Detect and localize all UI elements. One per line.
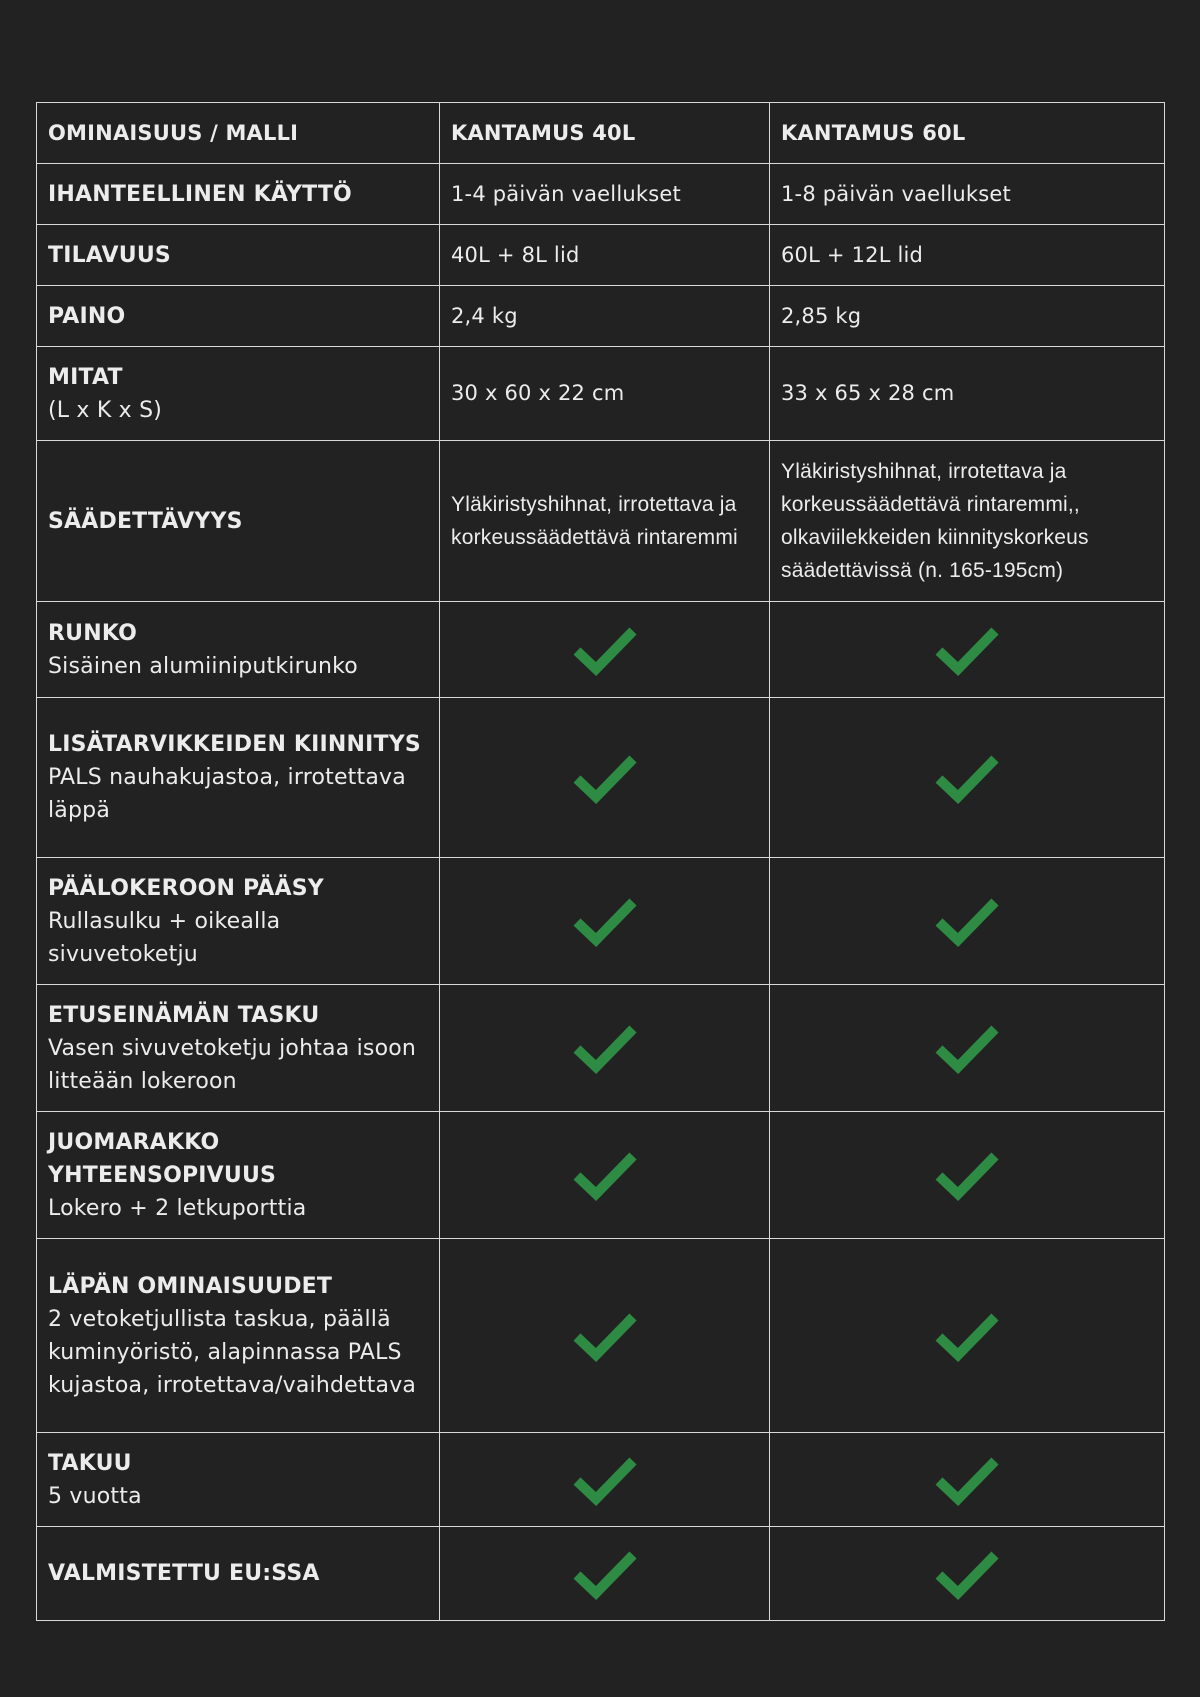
table-row: [37, 1239, 1165, 1433]
check-icon: [934, 1149, 1000, 1201]
feature-cell: [37, 164, 440, 225]
comparison-table: [36, 102, 1165, 1621]
feature-description: Rullasulku + oikealla sivuvetoketju: [48, 908, 281, 967]
table-row: [37, 225, 1165, 286]
feature-cell: [37, 1239, 440, 1433]
check-icon: [934, 624, 1000, 676]
check-cell-60l: [770, 1112, 1165, 1239]
check-cell-60l: [770, 698, 1165, 858]
check-cell-60l: [770, 985, 1165, 1112]
value-cell-40l: 30 x 60 x 22 cm: [440, 347, 770, 441]
table-row: [37, 286, 1165, 347]
value-cell-60l: 2,85 kg: [770, 286, 1165, 347]
feature-cell: [37, 441, 440, 602]
header-model-40l: KANTAMUS 40L: [440, 103, 770, 164]
table-row: [37, 1527, 1165, 1621]
check-cell-40l: [440, 1239, 770, 1433]
value-cell-60l: 60L + 12L lid: [770, 225, 1165, 286]
check-icon: [934, 1310, 1000, 1362]
check-cell-40l: [440, 602, 770, 698]
check-icon: [934, 895, 1000, 947]
feature-cell: [37, 858, 440, 985]
feature-title: ETUSEINÄMÄN TASKU: [48, 1002, 320, 1028]
feature-title: LISÄTARVIKKEIDEN KIINNITYS: [48, 732, 421, 757]
header-model-60l: KANTAMUS 60L: [770, 103, 1165, 164]
check-icon: [572, 752, 638, 804]
check-icon: [572, 624, 638, 676]
feature-cell: [37, 985, 440, 1112]
check-cell-40l: [440, 1112, 770, 1239]
check-cell-60l: [770, 602, 1165, 698]
value-cell-40l: Yläkiristyshihnat, irrotettava ja korkeussäädettävä rintaremmi: [440, 441, 770, 602]
feature-cell: [37, 347, 440, 441]
table-row: [37, 1112, 1165, 1239]
check-icon: [572, 1454, 638, 1506]
value-cell-60l: 33 x 65 x 28 cm: [770, 347, 1165, 441]
feature-cell: [37, 286, 440, 347]
feature-description: Lokero + 2 letkuporttia: [48, 1195, 307, 1221]
check-cell-40l: [440, 698, 770, 858]
feature-cell: [37, 1527, 440, 1621]
feature-title: JUOMARAKKO YHTEENSOPIVUUS: [48, 1129, 277, 1188]
feature-title: SÄÄDETTÄVYYS: [48, 508, 243, 534]
table-row: [37, 347, 1165, 441]
check-cell-40l: [440, 858, 770, 985]
table-row: [37, 985, 1165, 1112]
check-cell-40l: [440, 1433, 770, 1527]
check-icon: [572, 1022, 638, 1074]
feature-title: PAINO: [48, 303, 126, 329]
check-icon: [934, 752, 1000, 804]
check-icon: [934, 1022, 1000, 1074]
feature-description: Vasen sivuvetoketju johtaa isoon litteään lokeroon: [48, 1035, 417, 1094]
check-cell-40l: [440, 985, 770, 1112]
feature-cell: [37, 698, 440, 858]
check-icon: [934, 1454, 1000, 1506]
value-cell-60l: Yläkiristyshihnat, irrotettava ja korkeussäädettävä rintaremmi,, olkaviilekkeiden kiinnityskorkeus säädettävissä (n. 165-195cm): [770, 441, 1165, 602]
feature-title: TILAVUUS: [48, 242, 171, 268]
check-icon: [934, 1548, 1000, 1600]
feature-description: PALS nauhakujastoa, irrotettava läppä: [48, 765, 406, 823]
value-cell-40l: 2,4 kg: [440, 286, 770, 347]
feature-title: MITAT: [48, 364, 123, 390]
feature-title: RUNKO: [48, 620, 137, 646]
feature-title: IHANTEELLINEN KÄYTTÖ: [48, 181, 352, 207]
feature-title: TAKUU: [48, 1450, 132, 1476]
feature-cell: [37, 225, 440, 286]
feature-cell: [37, 1433, 440, 1527]
check-cell-60l: [770, 1239, 1165, 1433]
check-icon: [572, 1310, 638, 1362]
table-row: [37, 698, 1165, 858]
check-icon: [572, 895, 638, 947]
check-cell-60l: [770, 1527, 1165, 1621]
table-row: [37, 441, 1165, 602]
table-row: [37, 602, 1165, 698]
check-cell-60l: [770, 858, 1165, 985]
feature-cell: [37, 602, 440, 698]
table-row: [37, 164, 1165, 225]
check-icon: [572, 1548, 638, 1600]
feature-title: PÄÄLOKEROON PÄÄSY: [48, 875, 324, 901]
value-cell-60l: 1-8 päivän vaellukset: [770, 164, 1165, 225]
table-header-row: [37, 103, 1165, 164]
feature-description: (L x K x S): [48, 397, 163, 423]
feature-description: Sisäinen alumiiniputkirunko: [48, 653, 358, 679]
value-cell-40l: 40L + 8L lid: [440, 225, 770, 286]
feature-cell: [37, 1112, 440, 1239]
value-cell-40l: 1-4 päivän vaellukset: [440, 164, 770, 225]
feature-description: 2 vetoketjullista taskua, päällä kuminyöristö, alapinnassa PALS kujastoa, irrotettava/vaihdettava: [48, 1306, 417, 1398]
table-row: [37, 1433, 1165, 1527]
table-row: [37, 858, 1165, 985]
check-cell-60l: [770, 1433, 1165, 1527]
feature-title: LÄPÄN OMINAISUUDET: [48, 1273, 333, 1299]
feature-title: VALMISTETTU EU:SSA: [48, 1561, 320, 1586]
header-feature: OMINAISUUS / MALLI: [37, 103, 440, 164]
check-icon: [572, 1149, 638, 1201]
check-cell-40l: [440, 1527, 770, 1621]
feature-description: 5 vuotta: [48, 1483, 142, 1509]
